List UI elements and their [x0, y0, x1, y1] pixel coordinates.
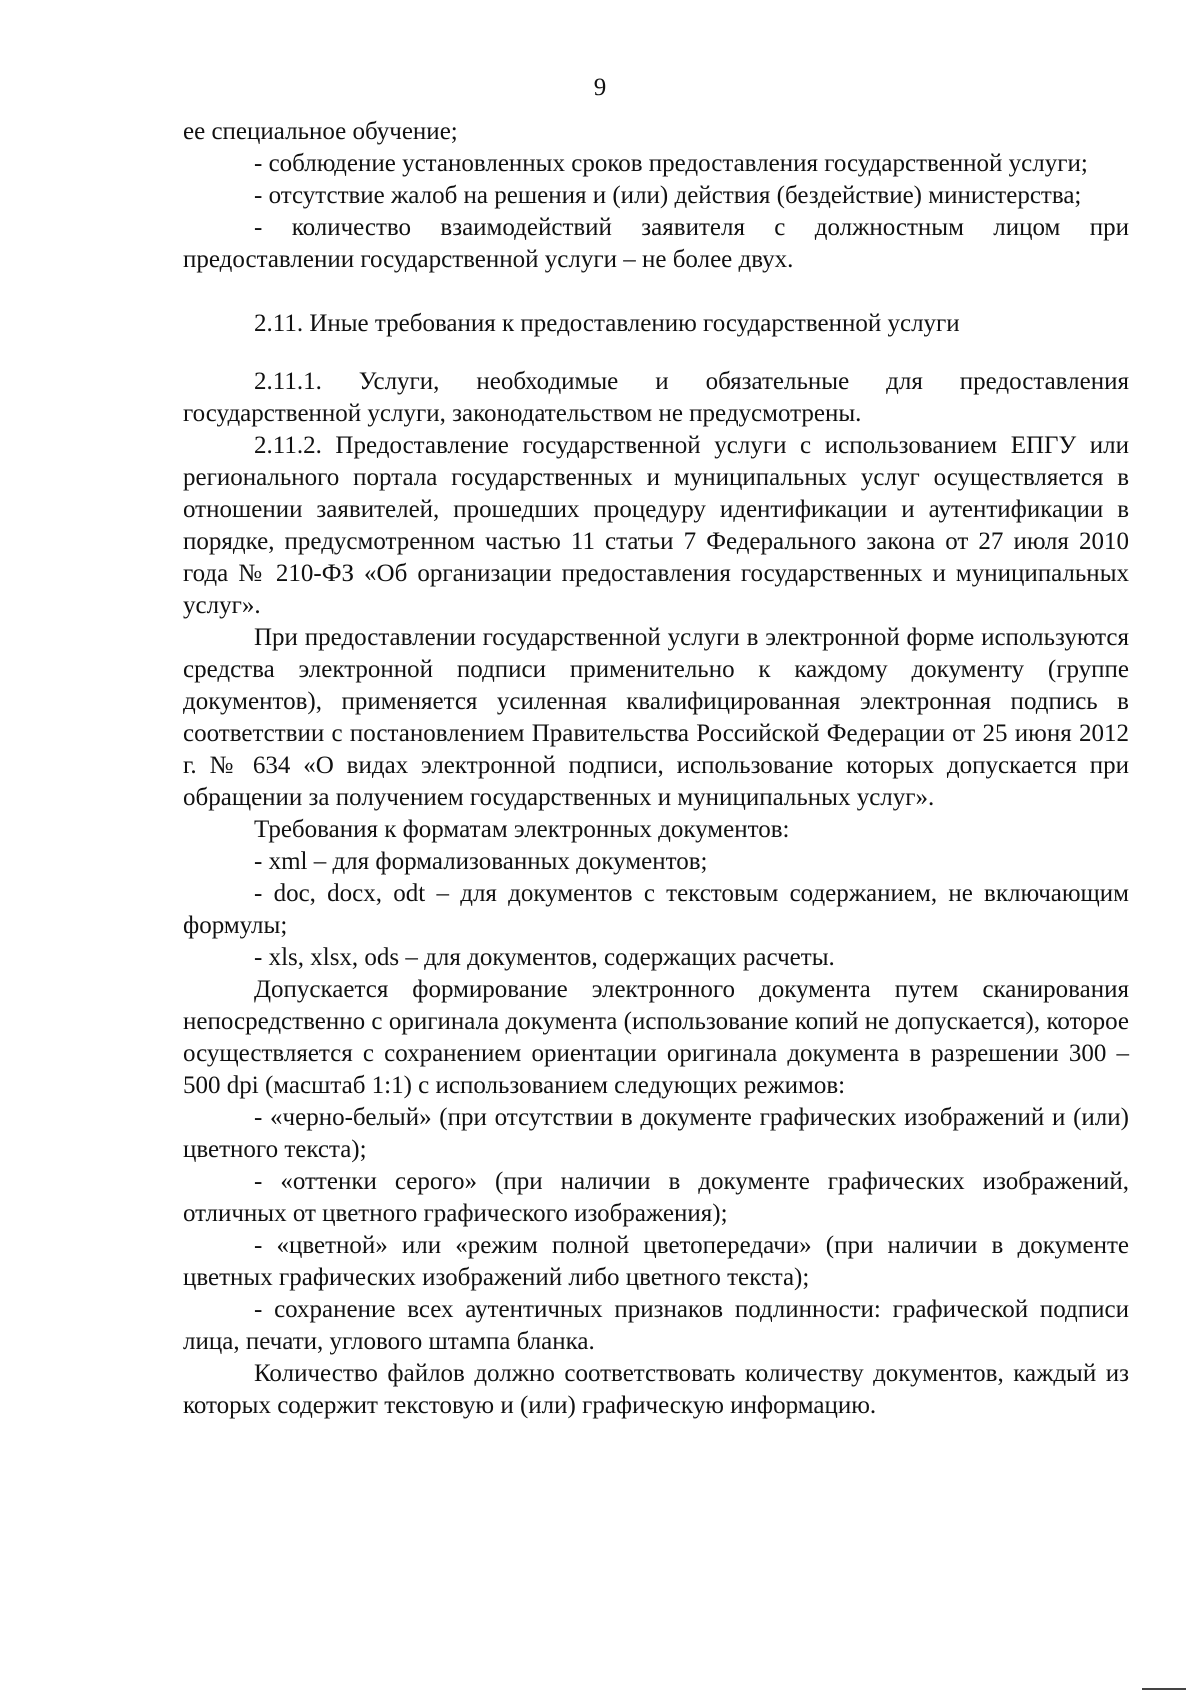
footer-divider	[1142, 1688, 1186, 1690]
list-item-xml: - xml – для формализованных документов;	[254, 848, 708, 875]
paragraph-electronic-signature: При предоставлении государственной услуги в электронной форме используются средства электронной подписи применительно к каждому документу (группе документов), применяется усиленная квалифицированная электронная подпись в соответствии с постановлением Правительства Российской Федерации от 25 июня 2012 г. № 634 «О видах электронной подписи, использование которых допускается при обращении за получением государственных и муниципальных услуг».	[183, 624, 1129, 811]
list-item-no-complaints: - отсутствие жалоб на решения и (или) действия (бездействие) министерства;	[254, 182, 1082, 209]
list-item-color: - «цветной» или «режим полной цветопередачи» (при наличии в документе цветных графических изображений либо цветного текста);	[183, 1232, 1129, 1291]
list-item-deadlines: - соблюдение установленных сроков предоставления государственной услуги;	[254, 150, 1088, 177]
list-item-interactions: - количество взаимодействий заявителя с должностным лицом при предоставлении государственной услуги – не более двух.	[183, 214, 1129, 273]
list-item-grayscale: - «оттенки серого» (при наличии в документе графических изображений, отличных от цветного графического изображения);	[183, 1168, 1129, 1227]
list-item-doc: - doc, docx, odt – для документов с текстовым содержанием, не включающим формулы;	[183, 880, 1129, 939]
spacer	[183, 340, 1129, 366]
paragraph-2-11-1: 2.11.1. Услуги, необходимые и обязательные для предоставления государственной услуги, законодательством не предусмотрены.	[183, 368, 1129, 427]
paragraph-continuation: ее специальное обучение;	[183, 118, 458, 145]
list-item-black-white: - «черно-белый» (при отсутствии в документе графических изображений и (или) цветного текста);	[183, 1104, 1129, 1163]
list-item-xls: - xls, xlsx, ods – для документов, содержащих расчеты.	[254, 944, 835, 971]
spacer	[183, 276, 1129, 308]
paragraph-format-requirements: Требования к форматам электронных документов:	[254, 816, 790, 843]
paragraph-2-11-2: 2.11.2. Предоставление государственной услуги с использованием ЕПГУ или регионального портала государственных и муниципальных услуг осуществляется в отношении заявителей, прошедших процедуру идентификации и аутентификации в порядке, предусмотренном частью 11 статьи 7 Федерального закона от 27 июля 2010 года № 210-ФЗ «Об организации предоставления государственных и муниципальных услуг».	[183, 432, 1129, 619]
paragraph-file-count: Количество файлов должно соответствовать количеству документов, каждый из которых содержит текстовую и (или) графическую информацию.	[183, 1360, 1129, 1419]
section-heading: 2.11. Иные требования к предоставлению государственной услуги	[254, 310, 960, 337]
paragraph-scanning: Допускается формирование электронного документа путем сканирования непосредственно с оригинала документа (использование копий не допускается), которое осуществляется с сохранением ориентации оригинала документа в разрешении 300 – 500 dpi (масштаб 1:1) с использованием следующих режимов:	[183, 976, 1129, 1099]
list-item-authenticity: - сохранение всех аутентичных признаков подлинности: графической подписи лица, печати, углового штампа бланка.	[183, 1296, 1129, 1355]
page-number: 9	[593, 74, 607, 101]
document-body	[183, 116, 1129, 1422]
